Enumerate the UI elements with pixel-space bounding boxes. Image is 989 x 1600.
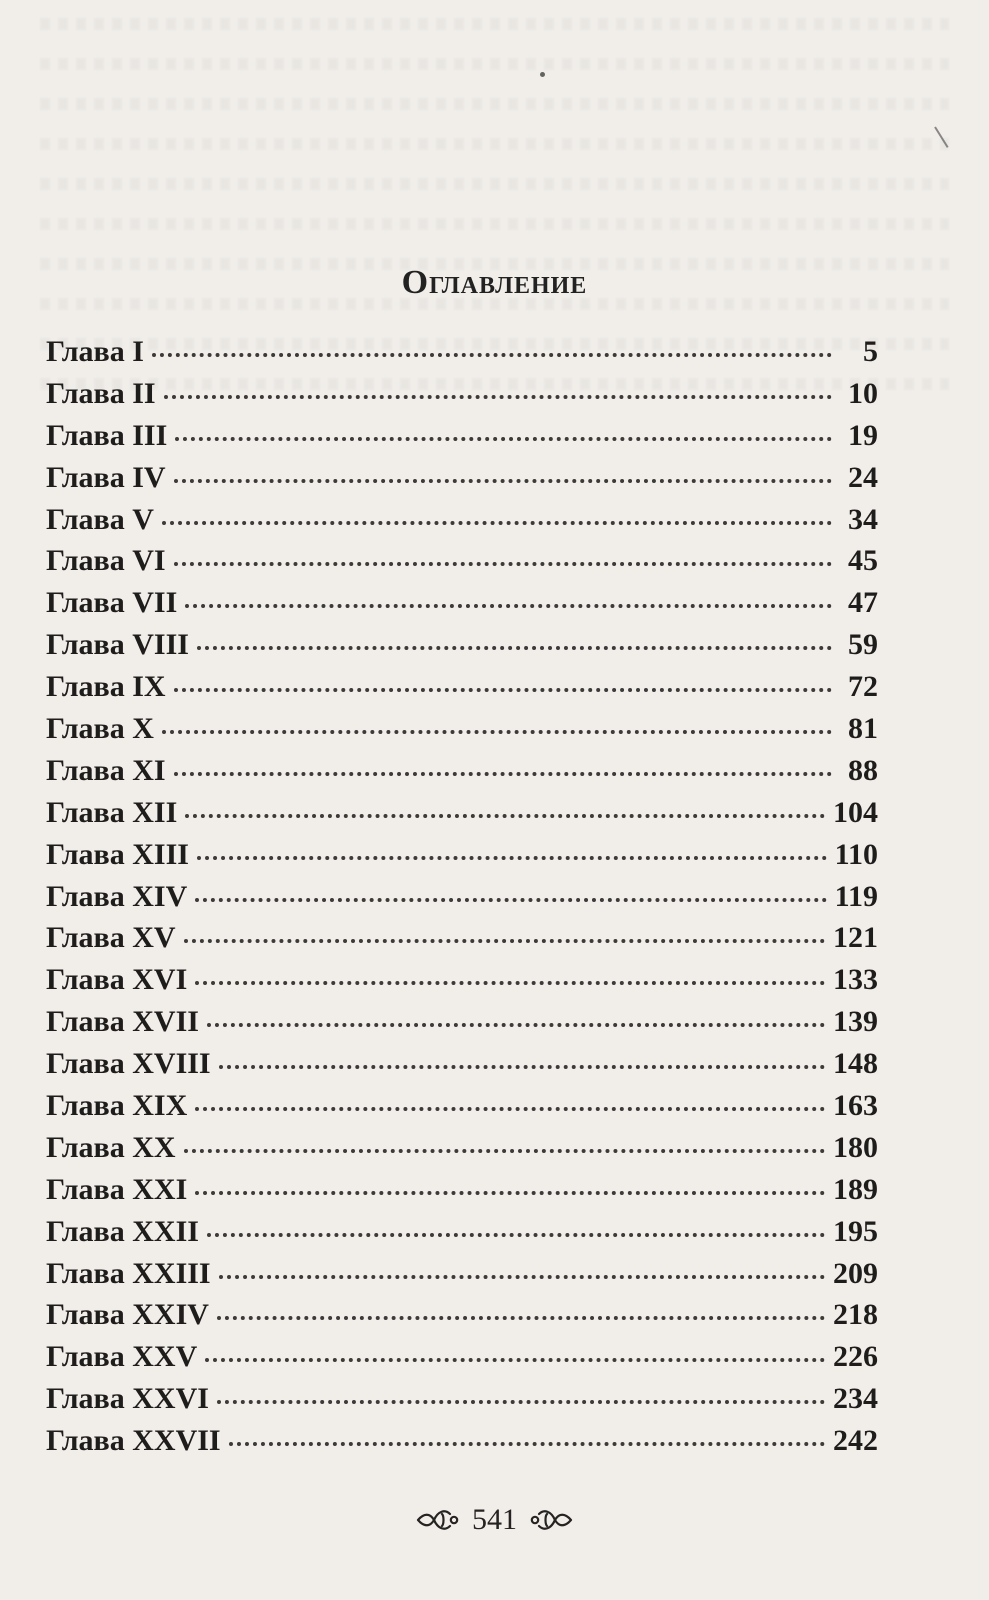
dot-leader (217, 1399, 825, 1404)
toc-label: Глава XIV (46, 879, 188, 913)
toc-label: Глава III (46, 418, 168, 452)
toc-row (46, 959, 878, 1001)
dot-leader (164, 394, 832, 399)
dot-leader (195, 897, 826, 902)
ink-speck (540, 72, 545, 77)
fleuron-ornament-icon (416, 1503, 460, 1537)
toc-row (46, 750, 878, 792)
toc-label: Глава XVIII (46, 1047, 211, 1081)
toc-label: Глава X (46, 712, 154, 746)
dot-leader (174, 687, 832, 692)
toc-page-number: 139 (833, 1005, 878, 1039)
toc-label: Глава II (46, 376, 156, 410)
toc-row (46, 1211, 878, 1253)
page-title: Оглавление (401, 264, 588, 301)
dot-leader (197, 645, 832, 650)
dot-leader (174, 561, 832, 566)
bleed-line (40, 18, 949, 30)
toc-page-number: 10 (848, 376, 878, 410)
table-of-contents (46, 331, 878, 1462)
toc-row (46, 1420, 878, 1462)
paper-scratch (934, 126, 948, 147)
toc-page-number: 45 (848, 544, 878, 578)
toc-label: Глава XV (46, 921, 176, 955)
dot-leader (152, 352, 832, 357)
bleed-line (40, 178, 949, 190)
toc-label: Глава IV (46, 460, 166, 494)
toc-row (46, 834, 878, 876)
toc-label: Глава XI (46, 753, 166, 787)
toc-label: Глава XXIV (46, 1298, 209, 1332)
toc-label: Глава XII (46, 795, 178, 829)
bleed-line (40, 98, 949, 110)
dot-leader (174, 771, 832, 776)
bleed-line (40, 58, 949, 70)
toc-row (46, 1001, 878, 1043)
toc-page-number: 47 (848, 586, 878, 620)
toc-row (46, 499, 878, 541)
toc-label: Глава I (46, 335, 144, 368)
toc-page-number: 226 (833, 1340, 878, 1374)
fleuron-ornament-icon (529, 1503, 573, 1537)
toc-page-number: 81 (848, 712, 878, 746)
toc-row (46, 457, 878, 499)
toc-page-number: 218 (833, 1298, 878, 1332)
toc-page-number: 209 (833, 1256, 878, 1290)
toc-row (46, 708, 878, 750)
dot-leader (197, 855, 827, 860)
toc-page-number: 121 (833, 921, 878, 955)
toc-page-number: 24 (848, 460, 878, 494)
toc-label: Глава XX (46, 1130, 176, 1164)
toc-label: Глава XXI (46, 1172, 188, 1206)
toc-row (46, 1127, 878, 1169)
dot-leader (185, 603, 832, 608)
dot-leader (184, 938, 825, 943)
toc-page-number: 148 (833, 1047, 878, 1081)
dot-leader (174, 478, 832, 483)
toc-row (46, 415, 878, 457)
toc-label: Глава V (46, 502, 154, 536)
toc-row (46, 1085, 878, 1127)
toc-label: Глава VIII (46, 628, 189, 662)
toc-page-number: 72 (848, 670, 878, 704)
toc-row (46, 540, 878, 582)
toc-row (46, 1378, 878, 1420)
toc-row (46, 792, 878, 834)
dot-leader (195, 1106, 825, 1111)
toc-row (46, 331, 878, 373)
toc-label: Глава XIII (46, 837, 189, 871)
toc-page-number: 234 (833, 1382, 878, 1416)
toc-row (46, 624, 878, 666)
dot-leader (184, 1148, 825, 1153)
toc-label: Глава XXII (46, 1214, 199, 1248)
toc-label: Глава VII (46, 586, 178, 620)
toc-row (46, 1043, 878, 1085)
toc-row (46, 1294, 878, 1336)
toc-label: Глава XVI (46, 963, 188, 997)
bleed-line (40, 138, 949, 150)
toc-page-number: 119 (834, 879, 878, 913)
dot-leader (219, 1274, 825, 1279)
toc-row (46, 582, 878, 624)
page-footer (0, 1495, 989, 1545)
dot-leader (195, 1190, 825, 1195)
toc-label: Глава VI (46, 544, 166, 578)
dot-leader (219, 1064, 825, 1069)
toc-page-number: 189 (833, 1172, 878, 1206)
toc-page-number: 242 (833, 1424, 878, 1458)
toc-label: Глава XXVII (46, 1424, 221, 1458)
toc-page-number: 110 (834, 837, 878, 871)
toc-page-number: 19 (848, 418, 878, 452)
page-number: 541 (472, 1503, 517, 1536)
toc-label: Глава IX (46, 670, 166, 704)
toc-page-number: 163 (833, 1089, 878, 1123)
toc-label: Глава XIX (46, 1089, 188, 1123)
toc-row (46, 917, 878, 959)
toc-page-number: 180 (833, 1130, 878, 1164)
dot-leader (195, 980, 825, 985)
toc-label: Глава XXV (46, 1340, 198, 1374)
toc-page-number: 133 (833, 963, 878, 997)
toc-row (46, 1169, 878, 1211)
toc-page-number: 59 (848, 628, 878, 662)
toc-page-number: 5 (863, 335, 878, 368)
toc-page-number: 195 (833, 1214, 878, 1248)
toc-row (46, 876, 878, 918)
dot-leader (217, 1315, 825, 1320)
toc-row (46, 373, 878, 415)
toc-row (46, 666, 878, 708)
dot-leader (162, 729, 832, 734)
dot-leader (207, 1022, 825, 1027)
toc-page-number: 104 (833, 795, 878, 829)
toc-label: Глава XVII (46, 1005, 199, 1039)
dot-leader (162, 520, 832, 525)
dot-leader (175, 436, 832, 441)
toc-label: Глава XXVI (46, 1382, 209, 1416)
bleed-line (40, 218, 949, 230)
dot-leader (207, 1232, 825, 1237)
dot-leader (205, 1357, 825, 1362)
dot-leader (229, 1441, 825, 1446)
toc-row (46, 1253, 878, 1295)
toc-page-number: 88 (848, 753, 878, 787)
dot-leader (185, 813, 825, 818)
toc-row (46, 1336, 878, 1378)
toc-page-number: 34 (848, 502, 878, 536)
toc-label: Глава XXIII (46, 1256, 211, 1290)
